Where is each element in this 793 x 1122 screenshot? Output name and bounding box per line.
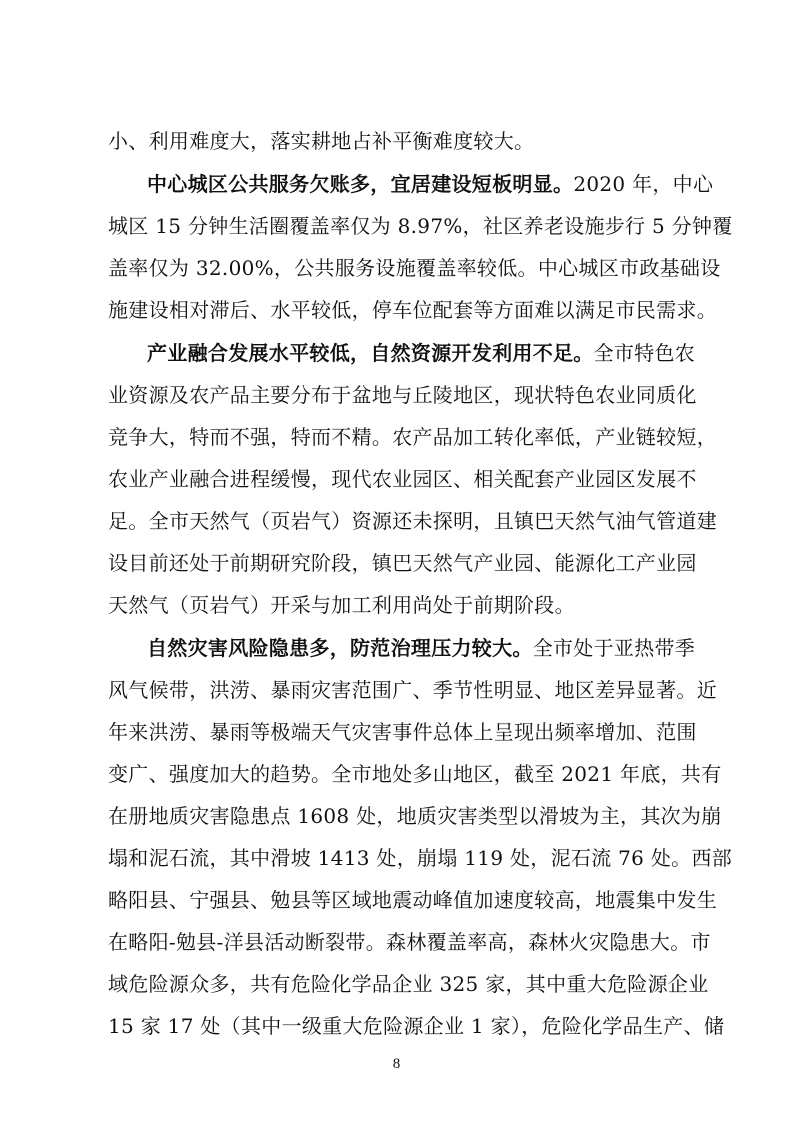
text-run: 全市处于亚热带季 (532, 636, 696, 660)
text-line: 施建设相对滞后、水平较低，停车位配套等方面难以满足市民需求。 (108, 298, 717, 322)
text-line: 小、利用难度大，落实耕地占补平衡难度较大。 (108, 129, 535, 153)
text-line: 变广、强度加大的趋势。全市地处多山地区，截至 2021 年底，共有 (108, 762, 722, 786)
text-line: 天然气（页岩气）开采与加工利用尚处于前期阶段。 (108, 593, 575, 617)
text-line: 竞争大，特而不强，特而不精。农产品加工转化率低，产业链较短， (108, 425, 717, 449)
paragraph-heading: 自然灾害风险隐患多，防范治理压力较大。 (147, 636, 533, 660)
text-run: 2020 年，中心 (573, 172, 714, 196)
text-line: 塌和泥石流，其中滑坡 1413 处，崩塌 119 处，泥石流 76 处。西部 (108, 846, 733, 870)
paragraph-first-line (147, 167, 713, 201)
paragraph-heading: 中心城区公共服务欠账多，宜居建设短板明显。 (147, 172, 574, 196)
text-line: 年来洪涝、暴雨等极端天气灾害事件总体上呈现出频率增加、范围 (108, 720, 697, 744)
text-line: 盖率仅为 32.00%，公共服务设施覆盖率较低。中心城区市政基础设 (108, 256, 721, 280)
page-number: 8 (392, 1056, 401, 1072)
paragraph-first-line (147, 631, 695, 665)
text-line: 略阳县、宁强县、勉县等区域地震动峰值加速度较高，地震集中发生 (108, 888, 717, 912)
text-line: 城区 15 分钟生活圈覆盖率仅为 8.97%，社区养老设施步行 5 分钟覆 (108, 214, 733, 238)
text-line: 在册地质灾害隐患点 1608 处，地质灾害类型以滑坡为主，其次为崩 (108, 804, 722, 828)
text-line: 风气候带，洪涝、暴雨灾害范围广、季节性明显、地区差异显著。近 (108, 678, 717, 702)
text-line: 业资源及农产品主要分布于盆地与丘陵地区，现状特色农业同质化 (108, 383, 697, 407)
text-line: 设目前还处于前期研究阶段，镇巴天然气产业园、能源化工产业园 (108, 551, 697, 575)
text-line: 足。全市天然气（页岩气）资源还未探明，且镇巴天然气油气管道建 (108, 509, 717, 533)
text-line: 在略阳-勉县-洋县活动断裂带。森林覆盖率高，森林火灾隐患大。市 (108, 930, 711, 954)
paragraph-heading: 产业融合发展水平较低，自然资源开发利用不足。 (147, 341, 594, 365)
text-line: 15 家 17 处（其中一级重大危险源企业 1 家），危险化学品生产、储 (108, 1014, 725, 1038)
text-run: 全市特色农 (593, 341, 696, 365)
text-line: 域危险源众多，共有危险化学品企业 325 家，其中重大危险源企业 (108, 972, 709, 996)
text-line: 农业产业融合进程缓慢，现代农业园区、相关配套产业园区发展不 (108, 467, 697, 491)
paragraph-first-line (147, 336, 695, 370)
